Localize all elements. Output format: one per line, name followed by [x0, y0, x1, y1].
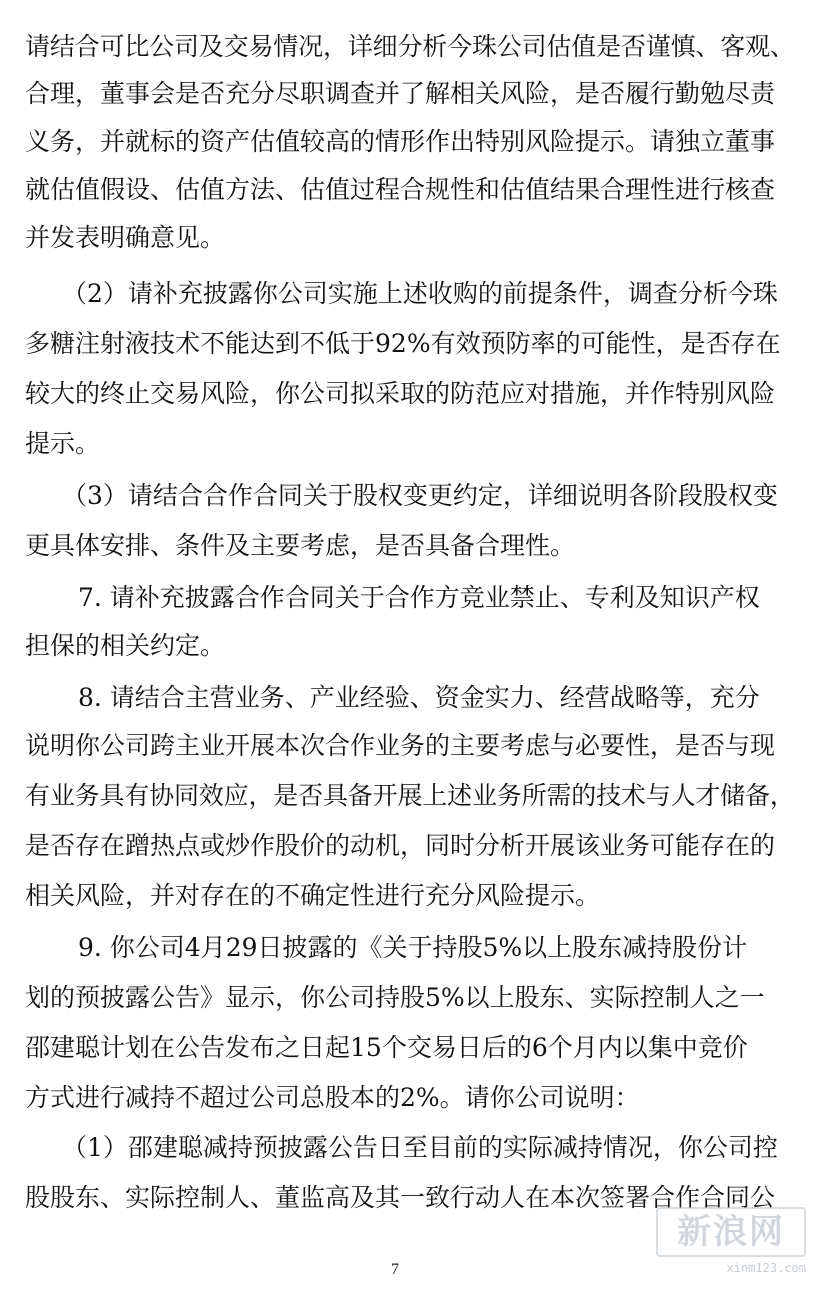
text-line	[0, 23, 820, 71]
text-line	[0, 1074, 820, 1122]
line-text: 合理，董事会是否充分尽职调查并了解相关风险，是否履行勤勉尽责	[25, 79, 776, 108]
text-line	[0, 370, 820, 418]
line-text: 就估值假设、估值方法、估值过程合规性和估值结果合理性进行核查	[25, 175, 776, 204]
text-line	[0, 70, 820, 118]
text-line	[0, 1024, 820, 1072]
text-line	[0, 574, 820, 622]
text-line	[0, 674, 820, 722]
text-line	[0, 522, 820, 570]
line-text: 7. 请补充披露合作合同关于合作方竞业禁止、专利及知识产权	[78, 583, 760, 612]
line-text: 邵建聪计划在公告发布之日起15个交易日后的6个月内以集中竞价	[25, 1033, 748, 1062]
text-line	[0, 472, 820, 520]
text-line	[0, 420, 820, 468]
line-text: 更具体安排、条件及主要考虑，是否具备合理性。	[25, 531, 576, 560]
line-text: 相关风险，并对存在的不确定性进行充分风险提示。	[25, 881, 601, 910]
text-line	[0, 118, 820, 166]
watermark-url: xinm123.com	[726, 1261, 806, 1275]
line-text: 较大的终止交易风险，你公司拟采取的防范应对措施，并作特别风险	[25, 379, 776, 408]
text-line	[0, 974, 820, 1022]
line-text: 是否存在蹭热点或炒作股价的动机，同时分析开展该业务可能存在的	[25, 831, 776, 860]
watermark-logo-text: 新浪网	[656, 1207, 806, 1257]
line-text: 划的预披露公告》显示，你公司持股5%以上股东、实际控制人之一	[25, 983, 765, 1012]
line-text: （3）请结合合作合同关于股权变更约定，详细说明各阶段股权变	[62, 481, 778, 510]
line-text: 说明你公司跨主业开展本次合作业务的主要考虑与必要性，是否与现	[25, 731, 776, 760]
line-text: 请结合可比公司及交易情况，详细分析今珠公司估值是否谨慎、客观、	[25, 32, 795, 61]
line-text: 方式进行减持不超过公司总股本的2%。请你公司说明：	[25, 1083, 640, 1112]
text-line	[0, 872, 820, 920]
line-text: （1）邵建聪减持预披露公告日至目前的实际减持情况，你公司控	[62, 1133, 778, 1162]
line-text: 提示。	[25, 429, 101, 458]
line-text: 有业务具有协同效应，是否具备开展上述业务所需的技术与人才储备，	[25, 781, 795, 810]
line-text: 义务，并就标的资产估值较高的情形作出特别风险提示。请独立董事	[25, 127, 776, 156]
watermark-logo	[656, 1207, 806, 1279]
text-line	[0, 722, 820, 770]
text-line	[0, 622, 820, 670]
line-text: 担保的相关约定。	[25, 631, 226, 660]
line-text: 9. 你公司4月29日披露的《关于持股5%以上股东减持股份计	[78, 933, 748, 962]
line-text: 股股东、实际控制人、董监高及其一致行动人在本次签署合作合同公	[25, 1183, 776, 1212]
text-line	[0, 1124, 820, 1172]
line-text: 多糖注射液技术不能达到不低于92%有效预防率的可能性，是否存在	[25, 329, 781, 358]
text-line	[0, 924, 820, 972]
line-text: （2）请补充披露你公司实施上述收购的前提条件，调查分析今珠	[62, 279, 778, 308]
text-line	[0, 772, 820, 820]
text-line	[0, 166, 820, 214]
text-line	[0, 270, 820, 318]
text-line	[0, 320, 820, 368]
text-line	[0, 214, 820, 262]
page-number: 7	[391, 1261, 399, 1278]
line-text: 8. 请结合主营业务、产业经验、资金实力、经营战略等，充分	[78, 683, 760, 712]
line-text: 并发表明确意见。	[25, 223, 226, 252]
text-line	[0, 822, 820, 870]
